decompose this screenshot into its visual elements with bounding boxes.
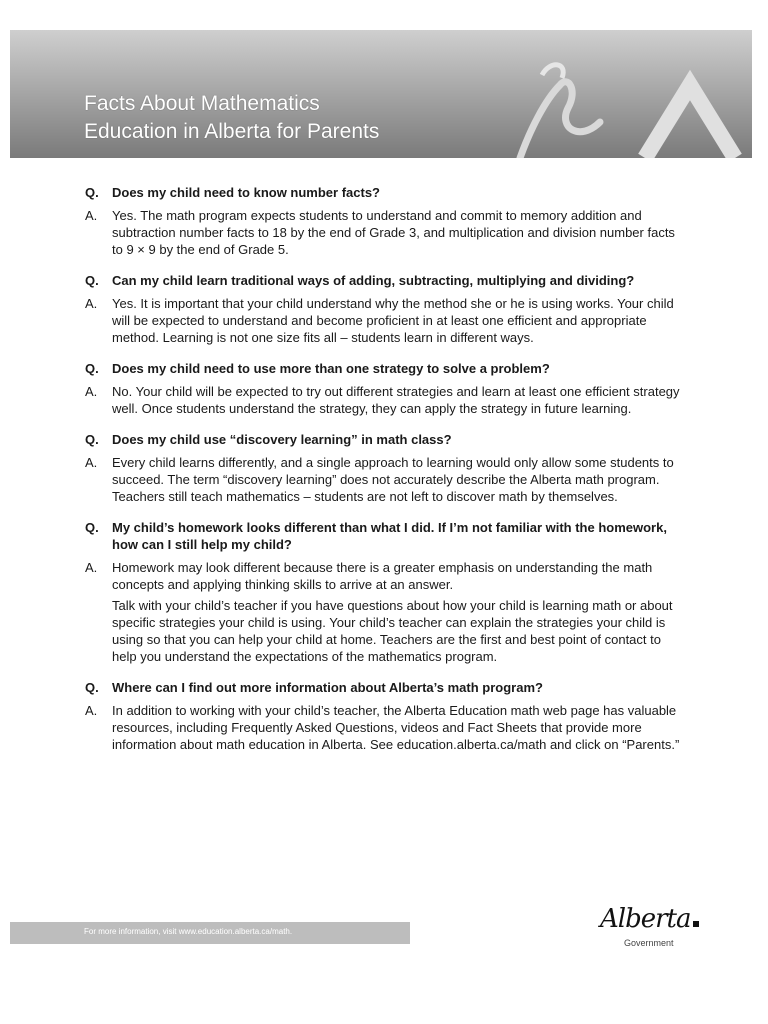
logo-subtitle: Government [624, 938, 674, 948]
answer-continued [85, 597, 685, 665]
question-text: Where can I find out more information about Alberta’s math program? [112, 680, 543, 695]
question-text: Can my child learn traditional ways of adding, subtracting, multiplying and dividing? [112, 273, 635, 288]
question [85, 360, 685, 377]
question [85, 272, 685, 289]
answer-text: No. Your child will be expected to try out different strategies and learn at least one efficient strategy well. Once students understand the strategy, they can apply the strategy in future learning. [112, 384, 680, 416]
answer [85, 295, 685, 346]
question-text: Does my child need to know number facts? [112, 185, 380, 200]
answer-text: Every child learns differently, and a single approach to learning would only allow some students to succeed. The term “discovery learning” does not accurately describe the Alberta math program. Teachers still teach mathematics – students are not left to discover math by themselves. [112, 455, 674, 504]
answer [85, 207, 685, 258]
qa-item-1 [85, 184, 685, 258]
qa-item-6 [85, 679, 685, 753]
qa-item-2 [85, 272, 685, 346]
question [85, 184, 685, 201]
answer-marker: A. [85, 384, 98, 399]
question-marker: Q. [85, 273, 99, 288]
header-banner [10, 30, 752, 158]
answer-text: Yes. The math program expects students to understand and commit to memory addition and subtraction number facts to 18 by the end of Grade 3, and multiplication and division number facts to 9 × 9 by the end of Grade 5. [112, 208, 675, 257]
answer [85, 383, 685, 417]
answer-marker: A. [85, 703, 98, 718]
answer-marker: A. [85, 560, 98, 575]
answer [85, 454, 685, 505]
answer-text: Yes. It is important that your child understand why the method she or he is using works. Your child will be expected to understand and become proficient in at least one efficient and appropriate method. Learning is not one size fits all – students learn in different ways. [112, 296, 674, 345]
page-title-line-2: Education in Alberta for Parents [84, 120, 380, 143]
answer-text: In addition to working with your child’s teacher, the Alberta Education math web page has valuable resources, including Frequently Asked Questions, videos and Fact Sheets that provide more information about math education in Alberta. See education.alberta.ca/math and click on “Parents.” [112, 703, 680, 752]
answer [85, 559, 685, 593]
question-marker: Q. [85, 185, 99, 200]
question [85, 431, 685, 448]
logo-square-icon [693, 921, 699, 927]
question-text: My child’s homework looks different than what I did. If I’m not familiar with the homework, how can I still help my child? [112, 520, 667, 552]
question-marker: Q. [85, 680, 99, 695]
question-marker: Q. [85, 432, 99, 447]
page-title [84, 90, 379, 146]
answer-marker: A. [85, 296, 98, 311]
question [85, 519, 685, 553]
question [85, 679, 685, 696]
qa-item-5 [85, 519, 685, 665]
page-title-line-1: Facts About Mathematics [84, 92, 320, 115]
question-marker: Q. [85, 520, 99, 535]
logo-wordmark: Alberta [600, 904, 691, 934]
answer-text: Homework may look different because there is a greater emphasis on understanding the math concepts and applying thinking skills to arrive at an answer. [112, 560, 653, 592]
alberta-government-logo [600, 904, 720, 954]
qa-item-3 [85, 360, 685, 417]
qa-item-4 [85, 431, 685, 505]
question-marker: Q. [85, 361, 99, 376]
math-symbol-graphic [450, 30, 752, 158]
footer-banner [10, 922, 410, 944]
question-text: Does my child use “discovery learning” in math class? [112, 432, 452, 447]
answer-marker: A. [85, 455, 98, 470]
qa-list [85, 184, 685, 767]
answer [85, 702, 685, 753]
footer-text: For more information, visit www.education.alberta.ca/math. [84, 927, 293, 936]
question-text: Does my child need to use more than one strategy to solve a problem? [112, 361, 550, 376]
answer-marker: A. [85, 208, 98, 223]
answer-text: Talk with your child’s teacher if you have questions about how your child is learning math or about specific strategies your child is using. Your child’s teacher can explain the strategies your child is using so that you can help your child at home. Teachers are the first and best point of contact to help you understand the expectations of the mathematics program. [112, 598, 673, 664]
